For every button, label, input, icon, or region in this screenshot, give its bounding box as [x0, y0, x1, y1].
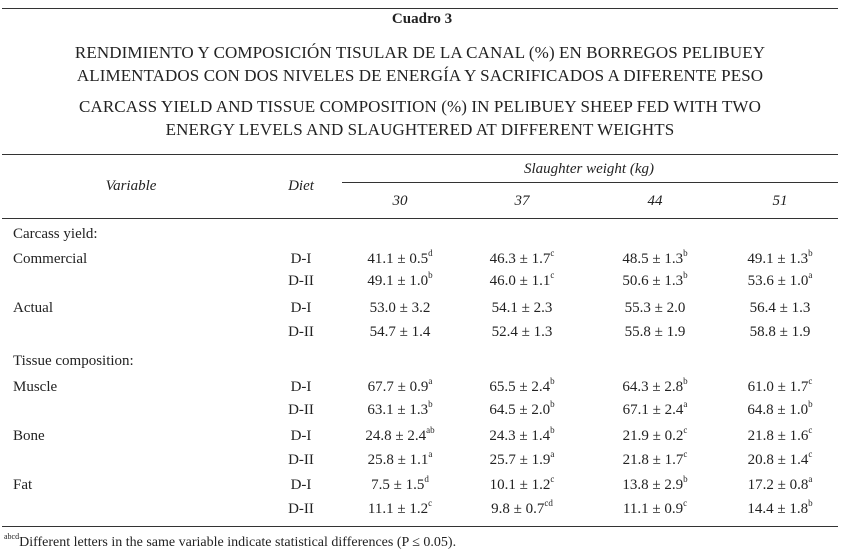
significance-letter: c: [550, 270, 555, 280]
section-label-carcass-yield: Carcass yield:: [13, 226, 98, 242]
significance-letter: b: [683, 474, 688, 484]
cell-value: 50.6 ± 1.3: [622, 273, 684, 289]
table-cell: [367, 399, 433, 419]
cell-value: 67.7 ± 0.9: [367, 379, 429, 395]
significance-letter: b: [550, 425, 555, 435]
table-cell: [747, 425, 813, 445]
table-cell: [622, 399, 688, 419]
table-cell: [489, 449, 555, 469]
cell-value: 63.1 ± 1.3: [367, 402, 429, 418]
row-diet: D-II: [288, 501, 314, 517]
table-cell: [489, 248, 555, 268]
cell-value: 65.5 ± 2.4: [489, 379, 551, 395]
row-diet: D-II: [288, 273, 314, 289]
significance-letter: a: [428, 376, 433, 386]
row-variable-label: Fat: [13, 477, 33, 493]
table-cell: [622, 498, 688, 518]
table-caption: Cuadro 3: [391, 11, 453, 27]
row-diet: D-I: [290, 477, 312, 493]
table-top-rule: [2, 154, 838, 155]
cell-value: 64.3 ± 2.8: [622, 379, 684, 395]
significance-letter: b: [808, 399, 813, 409]
cell-value: 25.7 ± 1.9: [489, 452, 551, 468]
row-diet: D-I: [290, 428, 312, 444]
table-cell: [367, 270, 433, 290]
row-diet: D-I: [290, 300, 312, 316]
table-cell: [747, 270, 813, 290]
cell-value: 61.0 ± 1.7: [747, 379, 809, 395]
cell-value: 24.8 ± 2.4: [365, 428, 427, 444]
table-cell: [492, 324, 553, 341]
table-cell: [747, 248, 813, 268]
header-bottom-rule: [2, 218, 838, 219]
table-cell: [747, 376, 813, 396]
cell-value: 20.8 ± 1.4: [747, 452, 809, 468]
variable-column-header: Variable: [105, 178, 157, 194]
table-cell: [750, 324, 811, 341]
cell-value: 58.8 ± 1.9: [749, 324, 811, 340]
cell-value: 49.1 ± 1.3: [747, 251, 809, 267]
significance-letter: a: [550, 449, 555, 459]
row-variable-label: Actual: [13, 300, 53, 316]
table-cell: [747, 449, 813, 469]
cell-value: 54.7 ± 1.4: [369, 324, 431, 340]
table-cell: [489, 376, 555, 396]
significance-letter: b: [683, 376, 688, 386]
table-cell: [622, 376, 688, 396]
table-cell: [367, 376, 433, 396]
cell-value: 53.0 ± 3.2: [369, 300, 431, 316]
cell-value: 49.1 ± 1.0: [367, 273, 429, 289]
significance-letter: c: [428, 498, 433, 508]
title-en-line-2: ENERGY LEVELS AND SLAUGHTERED AT DIFFERENT WEIGHTS: [165, 120, 675, 139]
table-cell: [367, 248, 433, 268]
cell-value: 10.1 ± 1.2: [489, 477, 551, 493]
title-en-line-1: CARCASS YIELD AND TISSUE COMPOSITION (%) IN PELIBUEY SHEEP FED WITH TWO: [79, 97, 761, 116]
cell-value: 41.1 ± 0.5: [367, 251, 429, 267]
significance-letter: c: [808, 449, 813, 459]
significance-letter: c: [683, 498, 688, 508]
section-label-tissue-composition: Tissue composition:: [13, 353, 134, 369]
row-variable-label: Muscle: [13, 379, 58, 395]
row-diet: D-II: [288, 324, 314, 340]
cell-value: 17.2 ± 0.8: [747, 477, 809, 493]
cell-value: 52.4 ± 1.3: [491, 324, 553, 340]
table-cell: [622, 474, 688, 494]
cell-value: 24.3 ± 1.4: [489, 428, 551, 444]
cell-value: 9.8 ± 0.7: [491, 501, 545, 517]
significance-letter: b: [428, 270, 433, 280]
cell-value: 11.1 ± 0.9: [622, 501, 684, 517]
significance-letter: d: [428, 248, 433, 258]
significance-letter: a: [808, 474, 813, 484]
cell-value: 67.1 ± 2.4: [622, 402, 684, 418]
cell-value: 7.5 ± 1.5: [371, 477, 425, 493]
table-cell: [370, 300, 431, 317]
significance-letter: b: [683, 270, 688, 280]
footnote-superscript: abcd: [4, 532, 20, 542]
table-cell: [622, 449, 688, 469]
table-cell: [489, 425, 555, 445]
table-cell: [489, 399, 555, 419]
slaughter-weight-group-header: Slaughter weight (kg): [524, 161, 654, 177]
cell-value: 55.3 ± 2.0: [624, 300, 686, 316]
significance-letter: c: [683, 425, 688, 435]
significance-letter: a: [808, 270, 813, 280]
diet-column-header: Diet: [288, 178, 314, 194]
top-rule: [2, 8, 838, 9]
significance-letter: b: [808, 248, 813, 258]
row-diet: D-II: [288, 402, 314, 418]
cell-value: 46.3 ± 1.7: [489, 251, 551, 267]
significance-letter: b: [683, 248, 688, 258]
cell-value: 21.8 ± 1.6: [747, 428, 809, 444]
title-es-line-1: RENDIMIENTO Y COMPOSICIÓN TISULAR DE LA CANAL (%) EN BORREGOS PELIBUEY: [74, 43, 766, 62]
row-diet: D-I: [290, 379, 312, 395]
table-cell: [367, 498, 433, 518]
table-cell: [625, 300, 686, 317]
weight-header-30: 30: [392, 193, 408, 209]
cell-value: 64.5 ± 2.0: [489, 402, 551, 418]
table-cell: [747, 474, 813, 494]
significance-letter: c: [550, 474, 555, 484]
cell-value: 14.4 ± 1.8: [747, 501, 809, 517]
table-cell: [489, 270, 555, 290]
cell-value: 11.1 ± 1.2: [367, 501, 429, 517]
table-cell: [370, 324, 431, 341]
cell-value: 53.6 ± 1.0: [747, 273, 809, 289]
table-cell: [491, 498, 553, 518]
row-variable-label: Commercial: [13, 251, 88, 267]
significance-letter: c: [808, 376, 813, 386]
footnote: [4, 532, 457, 551]
table-cell: [747, 498, 813, 518]
cell-value: 21.9 ± 0.2: [622, 428, 684, 444]
weight-header-51: 51: [772, 193, 788, 209]
title-es-line-2: ALIMENTADOS CON DOS NIVELES DE ENERGÍA Y SACRIFICADOS A DIFERENTE PESO: [76, 66, 764, 85]
significance-letter: cd: [544, 498, 553, 508]
table-bottom-rule: [2, 526, 838, 527]
group-header-rule: [342, 182, 838, 183]
cell-value: 21.8 ± 1.7: [622, 452, 684, 468]
significance-letter: b: [550, 376, 555, 386]
cell-value: 64.8 ± 1.0: [747, 402, 809, 418]
table-cell: [365, 425, 435, 445]
significance-letter: a: [683, 399, 688, 409]
table-cell: [625, 324, 686, 341]
table-cell: [492, 300, 553, 317]
row-variable-label: Bone: [13, 428, 45, 444]
weight-header-37: 37: [514, 193, 530, 209]
table-cell: [371, 474, 429, 494]
cell-value: 54.1 ± 2.3: [491, 300, 553, 316]
footnote-text: Different letters in the same variable indicate statistical differences (P ≤ 0.05).: [19, 535, 457, 550]
table-cell: [747, 399, 813, 419]
significance-letter: b: [550, 399, 555, 409]
significance-letter: b: [428, 399, 433, 409]
significance-letter: c: [550, 248, 555, 258]
cell-value: 13.8 ± 2.9: [622, 477, 684, 493]
cell-value: 46.0 ± 1.1: [489, 273, 551, 289]
row-diet: D-II: [288, 452, 314, 468]
cell-value: 56.4 ± 1.3: [749, 300, 811, 316]
significance-letter: c: [808, 425, 813, 435]
cell-value: 25.8 ± 1.1: [367, 452, 429, 468]
significance-letter: ab: [426, 425, 435, 435]
significance-letter: d: [424, 474, 429, 484]
cell-value: 55.8 ± 1.9: [624, 324, 686, 340]
cell-value: 48.5 ± 1.3: [622, 251, 684, 267]
significance-letter: c: [683, 449, 688, 459]
table-cell: [622, 270, 688, 290]
table-cell: [367, 449, 433, 469]
table-cell: [622, 248, 688, 268]
significance-letter: b: [808, 498, 813, 508]
weight-header-44: 44: [647, 193, 663, 209]
table-cell: [750, 300, 811, 317]
table-cell: [489, 474, 555, 494]
significance-letter: a: [428, 449, 433, 459]
table-cell: [622, 425, 688, 445]
row-diet: D-I: [290, 251, 312, 267]
